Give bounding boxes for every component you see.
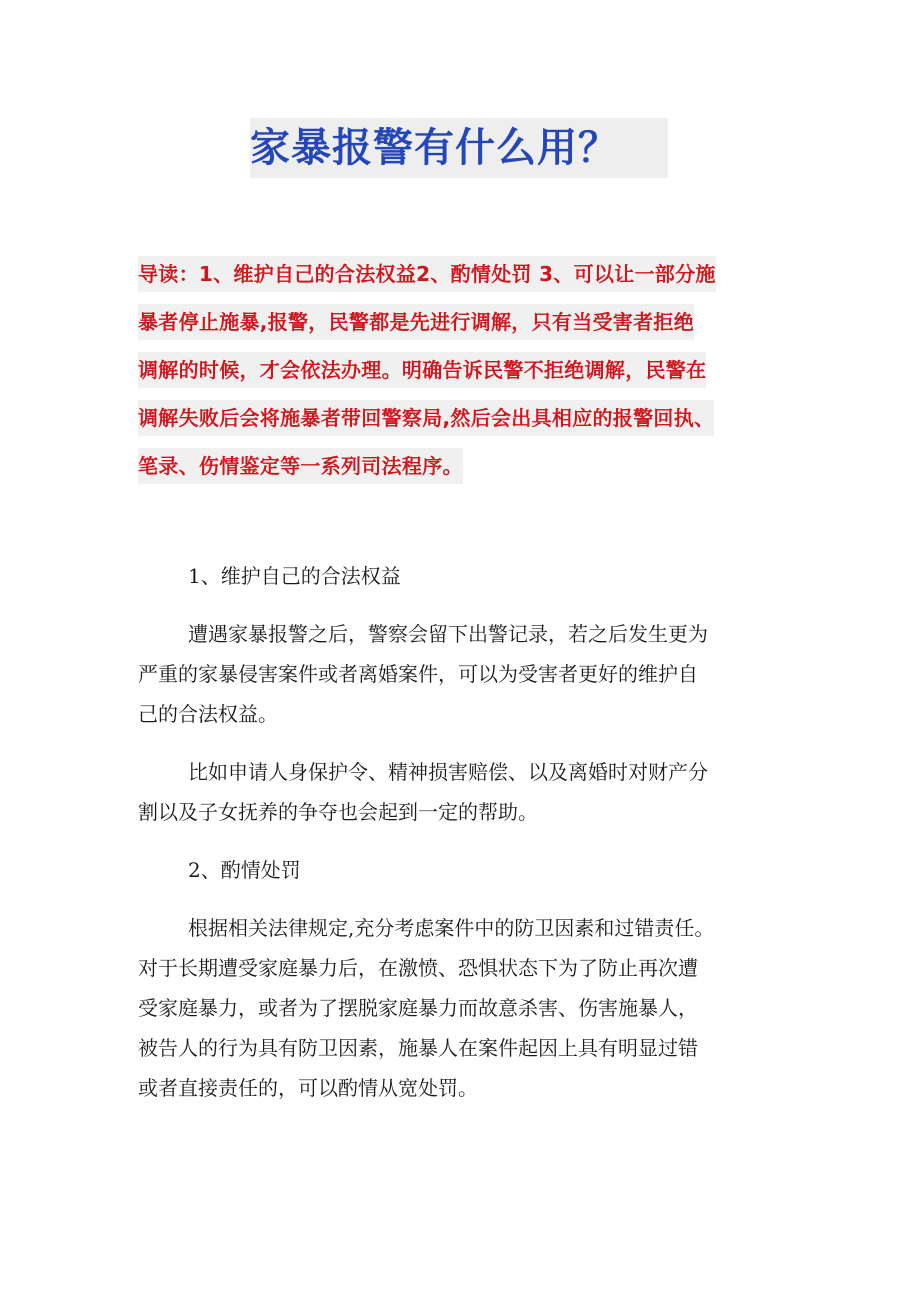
lead-line [138,448,788,496]
paragraph-line: 己的合法权益。 [138,702,278,726]
lead-line-text: 调解失败后会将施暴者带回警察局,然后会出具相应的报警回执、 [138,400,714,436]
lead-line-text: 调解的时候，才会依法办理。明确告诉民警不拒绝调解，民警在 [138,352,706,388]
paragraph-line: 根据相关法律规定,充分考虑案件中的防卫因素和过错责任。 [188,916,715,940]
paragraph-line: 严重的家暴侵害案件或者离婚案件，可以为受害者更好的维护自 [138,662,698,686]
paragraph-line: 受家庭暴力，或者为了摆脱家庭暴力而故意杀害、伤害施暴人， [138,996,698,1020]
paragraph-line: 被告人的行为具有防卫因素，施暴人在案件起因上具有明显过错 [138,1036,698,1060]
paragraph-line: 比如申请人身保护令、精神损害赔偿、以及离婚时对财产分 [188,760,708,784]
lead-line [138,304,788,352]
paragraph [138,752,788,832]
paragraph-line: 或者直接责任的，可以酌情从宽处罚。 [138,1076,478,1100]
lead-summary [138,256,788,496]
page-title: 家暴报警有什么用？ [250,125,619,171]
lead-line [138,352,788,400]
section-heading-1: 1、维护自己的合法权益 [188,564,401,588]
lead-line [138,256,788,304]
paragraph [138,908,788,1108]
lead-line-text: 导读：1、维护自己的合法权益2、酌情处罚 3、可以让一部分施 [138,256,716,292]
section-heading-2: 2、酌情处罚 [188,858,301,882]
paragraph-line: 对于长期遭受家庭暴力后，在激愤、恐惧状态下为了防止再次遭 [138,956,698,980]
paragraph-line: 割以及子女抚养的争夺也会起到一定的帮助。 [138,800,538,824]
title-highlight [250,118,668,178]
paragraph-line: 遭遇家暴报警之后，警察会留下出警记录，若之后发生更为 [188,622,708,646]
lead-line-text: 暴者停止施暴,报警，民警都是先进行调解，只有当受害者拒绝 [138,304,694,340]
article-body [138,556,788,1126]
paragraph [138,614,788,734]
lead-line [138,400,788,448]
lead-line-text: 笔录、伤情鉴定等一系列司法程序。 [138,448,463,484]
